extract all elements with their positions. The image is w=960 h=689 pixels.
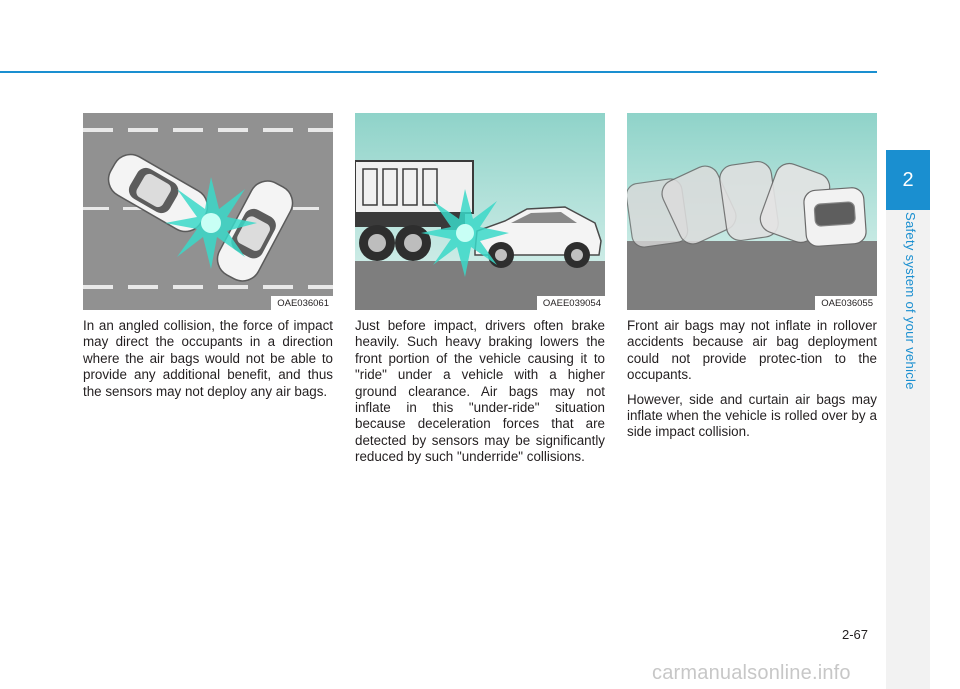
- chapter-title: Safety system of your vehicle: [903, 212, 918, 390]
- rollover-illustration: [627, 113, 877, 310]
- paragraph: In an angled collision, the force of impact may direct the occupants in a direction where the air bags would not be able to provide any additional benefit, and thus the sensors may not deploy any air bags.: [83, 318, 333, 399]
- angled-collision-illustration: [83, 113, 333, 310]
- chapter-number-tab[interactable]: [886, 150, 930, 210]
- column-angled-collision: [83, 113, 333, 400]
- column-underride: [355, 113, 605, 466]
- underride-illustration: [355, 113, 605, 310]
- figure-angled-collision: [83, 113, 333, 310]
- figure-underride: [355, 113, 605, 310]
- impact-burst: [421, 189, 509, 277]
- chapter-number: 2: [902, 168, 914, 191]
- figure-code: OAE036055: [815, 296, 877, 310]
- impact-burst: [165, 177, 257, 269]
- paragraph: However, side and curtain air bags may inflate when the vehicle is rolled over by a side impact collision.: [627, 391, 877, 440]
- paragraph: Just before impact, drivers often brake heavily. Such heavy braking lowers the front portion of the vehicle causing it to "ride" under a vehicle with a higher ground clearance. Air bags may not inflate in this "under-ride" situation because deceleration forces that are detected by sensors may be significantly reduced by such "underride" collisions.: [355, 318, 605, 465]
- header-rule: [0, 71, 877, 73]
- page-number: 2-67: [842, 627, 869, 642]
- figure-code: OAEE039054: [537, 296, 605, 310]
- figure-code: OAE036061: [271, 296, 333, 310]
- watermark[interactable]: carmanualsonline.info: [652, 662, 851, 684]
- figure-rollover: [627, 113, 877, 310]
- column-rollover: [627, 113, 877, 441]
- paragraph: Front air bags may not inflate in rollover accidents because air bag deployment could not provide protec-tion to the occupants.: [627, 318, 877, 383]
